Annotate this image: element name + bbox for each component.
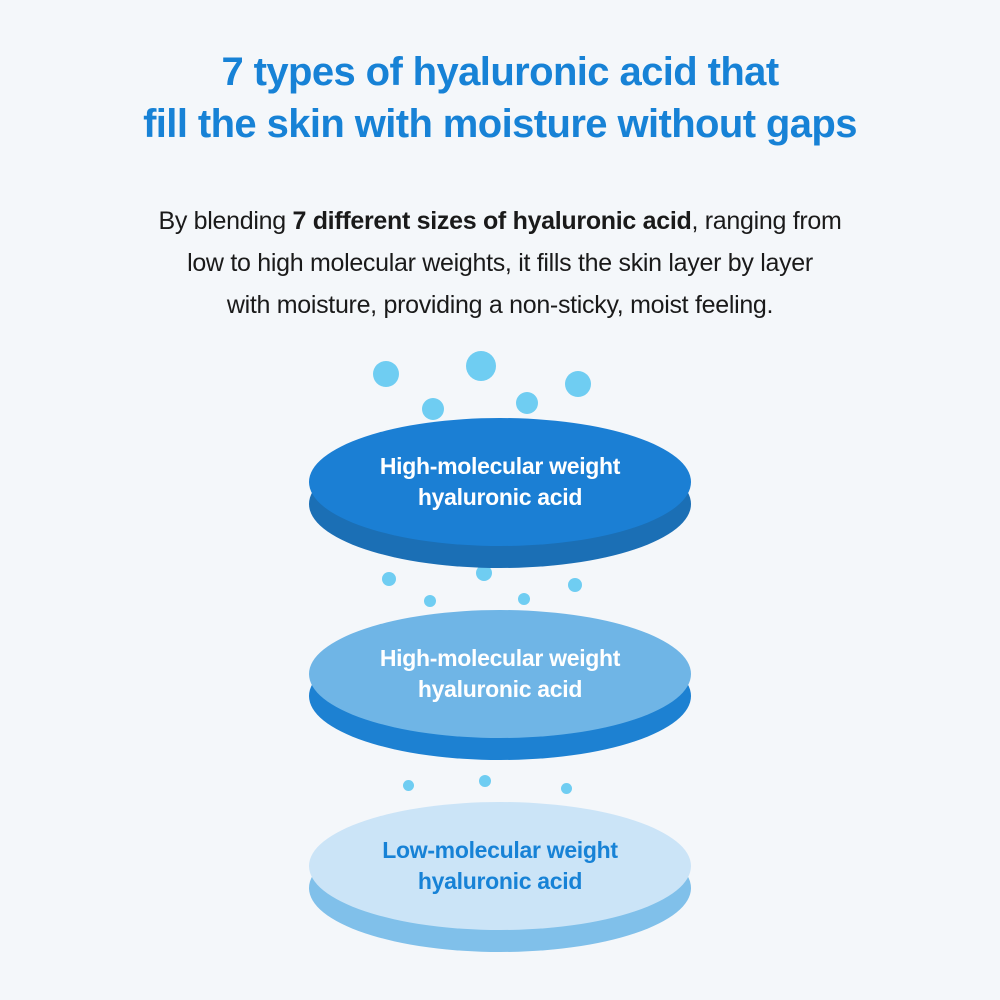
page-title-line-1: 7 types of hyaluronic acid that [221,50,779,94]
molecule-dot [382,572,396,586]
hyaluronic-acid-layer-diagram [0,350,1000,970]
molecule-dot [424,595,436,607]
molecule-dot [373,361,399,387]
disc-label-line-2: hyaluronic acid [417,676,583,702]
molecule-dot [568,578,582,592]
description-line-1-suffix: , ranging from [691,207,842,235]
disc-label-line-2: hyaluronic acid [417,484,583,510]
layer-disc-high-molecular-middle [309,610,691,738]
molecule-dot [466,351,496,381]
description-line-1 [60,200,940,242]
page-title [0,46,1000,150]
molecule-dot [518,593,530,605]
molecule-dot [403,780,414,791]
disc-label [380,451,620,513]
disc-top [309,418,691,546]
description-emphasis: 7 different sizes of hyaluronic acid [292,207,692,235]
description-line-3: with moisture, providing a non-sticky, moist feeling. [226,291,774,319]
molecule-dot [516,392,538,414]
disc-label-line-1: Low-molecular weight [382,837,618,863]
layer-disc-low-molecular-bottom [309,802,691,930]
disc-label-line-1: High-molecular weight [379,645,621,671]
description-line-1-prefix: By blending [158,207,293,235]
molecule-dot [561,783,572,794]
molecule-dot [422,398,444,420]
disc-top [309,802,691,930]
disc-label-line-1: High-molecular weight [379,453,621,479]
disc-label-line-2: hyaluronic acid [417,868,583,894]
disc-label [380,643,620,705]
disc-top [309,610,691,738]
disc-label [382,835,618,897]
layer-disc-high-molecular-top [309,418,691,546]
page-title-line-2: fill the skin with moisture without gaps [143,102,857,146]
description-paragraph [60,200,940,326]
molecule-dot [479,775,491,787]
description-line-2: low to high molecular weights, it fills the skin layer by layer [187,249,813,277]
molecule-dot [565,371,591,397]
